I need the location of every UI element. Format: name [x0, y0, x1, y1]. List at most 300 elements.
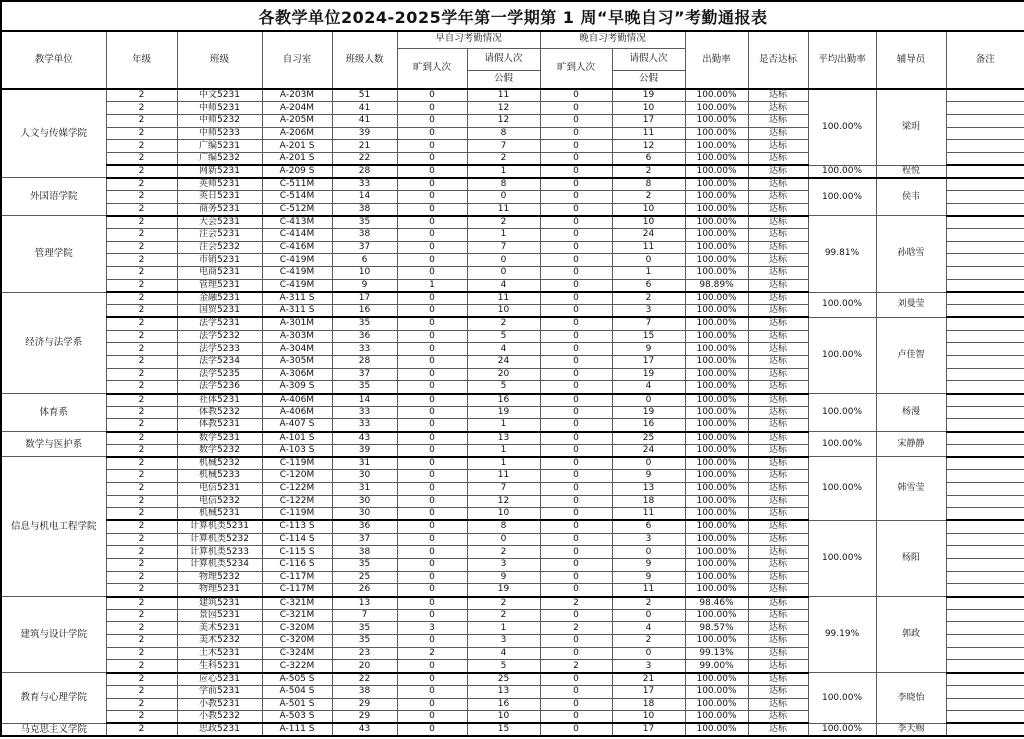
remark-cell	[946, 241, 1024, 254]
room-cell: A-304M	[262, 343, 332, 356]
remark-cell	[946, 267, 1024, 280]
header-row-groups	[1, 31, 1024, 48]
table-row	[1, 597, 1024, 610]
class-cell: 机械5231	[177, 508, 262, 521]
counselor-cell: 杨阳	[876, 520, 946, 596]
room-cell: C-116 S	[262, 558, 332, 571]
class-cell: 电信5231	[177, 482, 262, 495]
morning-absent-cell: 0	[397, 152, 467, 165]
col-header-unit: 教学单位	[1, 31, 106, 89]
evening-absent-cell: 0	[540, 723, 612, 736]
standard-cell: 达标	[748, 241, 808, 254]
remark-cell	[946, 432, 1024, 445]
room-cell: A-111 S	[262, 723, 332, 736]
grade-cell: 2	[106, 520, 177, 533]
grade-cell: 2	[106, 533, 177, 546]
class-cell: 英日5231	[177, 191, 262, 204]
grade-cell: 2	[106, 394, 177, 407]
rate-cell: 100.00%	[685, 343, 748, 356]
remark-cell	[946, 140, 1024, 153]
grade-cell: 2	[106, 254, 177, 267]
rate-cell: 100.00%	[685, 102, 748, 115]
room-cell: C-113 S	[262, 520, 332, 533]
grade-cell: 2	[106, 368, 177, 381]
morning-leave-cell: 5	[467, 381, 540, 394]
room-cell: A-201 S	[262, 140, 332, 153]
grade-cell: 2	[106, 191, 177, 204]
class-cell: 计算机类5234	[177, 558, 262, 571]
morning-absent-cell: 0	[397, 419, 467, 432]
size-cell: 21	[332, 140, 397, 153]
remark-cell	[946, 178, 1024, 191]
evening-leave-cell: 19	[612, 89, 685, 102]
standard-cell: 达标	[748, 647, 808, 660]
class-cell: 法学5234	[177, 355, 262, 368]
remark-cell	[946, 635, 1024, 648]
morning-leave-cell: 4	[467, 647, 540, 660]
evening-absent-cell: 0	[540, 229, 612, 242]
remark-cell	[946, 457, 1024, 470]
morning-leave-cell: 11	[467, 292, 540, 305]
size-cell: 33	[332, 406, 397, 419]
table-row	[1, 394, 1024, 407]
rate-cell: 100.00%	[685, 432, 748, 445]
grade-cell: 2	[106, 406, 177, 419]
evening-absent-cell: 0	[540, 673, 612, 686]
rate-cell: 100.00%	[685, 698, 748, 711]
remark-cell	[946, 191, 1024, 204]
grade-cell: 2	[106, 444, 177, 457]
col-header-grade: 年级	[106, 31, 177, 89]
room-cell: C-321M	[262, 609, 332, 622]
class-cell: 电商5231	[177, 267, 262, 280]
evening-leave-cell: 0	[612, 647, 685, 660]
remark-cell	[946, 165, 1024, 178]
remark-cell	[946, 597, 1024, 610]
grade-cell: 2	[106, 622, 177, 635]
evening-absent-cell: 0	[540, 444, 612, 457]
evening-leave-cell: 3	[612, 533, 685, 546]
size-cell: 26	[332, 584, 397, 597]
standard-cell: 达标	[748, 533, 808, 546]
morning-absent-cell: 0	[397, 457, 467, 470]
standard-cell: 达标	[748, 355, 808, 368]
room-cell: C-119M	[262, 457, 332, 470]
room-cell: A-201 S	[262, 152, 332, 165]
grade-cell: 2	[106, 229, 177, 242]
size-cell: 13	[332, 597, 397, 610]
grade-cell: 2	[106, 152, 177, 165]
class-cell: 中师5231	[177, 102, 262, 115]
grade-cell: 2	[106, 495, 177, 508]
size-cell: 28	[332, 355, 397, 368]
evening-absent-cell: 0	[540, 317, 612, 330]
evening-absent-cell: 0	[540, 292, 612, 305]
standard-cell: 达标	[748, 178, 808, 191]
standard-cell: 达标	[748, 368, 808, 381]
remark-cell	[946, 368, 1024, 381]
evening-leave-cell: 0	[612, 609, 685, 622]
remark-cell	[946, 711, 1024, 724]
grade-cell: 2	[106, 114, 177, 127]
rate-cell: 100.00%	[685, 558, 748, 571]
room-cell: A-406M	[262, 394, 332, 407]
morning-absent-cell: 0	[397, 165, 467, 178]
morning-leave-cell: 24	[467, 355, 540, 368]
size-cell: 22	[332, 673, 397, 686]
table-row	[1, 89, 1024, 102]
room-cell: C-419M	[262, 279, 332, 292]
class-cell: 注会5232	[177, 241, 262, 254]
room-cell: C-117M	[262, 571, 332, 584]
grade-cell: 2	[106, 381, 177, 394]
room-cell: C-414M	[262, 229, 332, 242]
room-cell: C-322M	[262, 660, 332, 673]
room-cell: A-205M	[262, 114, 332, 127]
class-cell: 物理5232	[177, 571, 262, 584]
size-cell: 31	[332, 482, 397, 495]
evening-leave-cell: 16	[612, 419, 685, 432]
evening-leave-cell: 0	[612, 546, 685, 559]
rate-cell: 98.57%	[685, 622, 748, 635]
morning-leave-cell: 2	[467, 597, 540, 610]
grade-cell: 2	[106, 241, 177, 254]
room-cell: C-324M	[262, 647, 332, 660]
remark-cell	[946, 533, 1024, 546]
class-cell: 法学5236	[177, 381, 262, 394]
evening-leave-cell: 2	[612, 597, 685, 610]
morning-absent-cell: 0	[397, 495, 467, 508]
standard-cell: 达标	[748, 673, 808, 686]
rate-cell: 100.00%	[685, 330, 748, 343]
grade-cell: 2	[106, 330, 177, 343]
counselor-cell: 宋静静	[876, 432, 946, 457]
morning-absent-cell: 0	[397, 343, 467, 356]
rate-cell: 100.00%	[685, 571, 748, 584]
size-cell: 37	[332, 241, 397, 254]
morning-leave-cell: 10	[467, 508, 540, 521]
rate-cell: 100.00%	[685, 368, 748, 381]
avg-rate-cell: 100.00%	[808, 165, 876, 178]
morning-absent-cell: 0	[397, 254, 467, 267]
class-cell: 思政5231	[177, 723, 262, 736]
title-row	[1, 1, 1024, 31]
morning-leave-cell: 1	[467, 444, 540, 457]
standard-cell: 达标	[748, 609, 808, 622]
grade-cell: 2	[106, 571, 177, 584]
class-cell: 计算机类5231	[177, 520, 262, 533]
class-cell: 小教5232	[177, 711, 262, 724]
evening-leave-cell: 17	[612, 355, 685, 368]
col-header-class: 班级	[177, 31, 262, 89]
rate-cell: 100.00%	[685, 317, 748, 330]
remark-cell	[946, 546, 1024, 559]
remark-cell	[946, 229, 1024, 242]
grade-cell: 2	[106, 597, 177, 610]
evening-leave-cell: 9	[612, 558, 685, 571]
morning-absent-cell: 0	[397, 127, 467, 140]
grade-cell: 2	[106, 165, 177, 178]
evening-absent-cell: 0	[540, 191, 612, 204]
evening-absent-cell: 0	[540, 457, 612, 470]
room-cell: C-514M	[262, 191, 332, 204]
class-cell: 美术5231	[177, 622, 262, 635]
rate-cell: 100.00%	[685, 394, 748, 407]
morning-absent-cell: 0	[397, 482, 467, 495]
evening-absent-cell: 0	[540, 698, 612, 711]
table-row	[1, 520, 1024, 533]
size-cell: 35	[332, 216, 397, 229]
size-cell: 37	[332, 368, 397, 381]
grade-cell: 2	[106, 279, 177, 292]
grade-cell: 2	[106, 317, 177, 330]
size-cell: 14	[332, 191, 397, 204]
morning-absent-cell: 0	[397, 305, 467, 318]
size-cell: 36	[332, 520, 397, 533]
standard-cell: 达标	[748, 343, 808, 356]
rate-cell: 100.00%	[685, 508, 748, 521]
standard-cell: 达标	[748, 685, 808, 698]
size-cell: 30	[332, 495, 397, 508]
size-cell: 36	[332, 330, 397, 343]
class-cell: 计算机类5233	[177, 546, 262, 559]
remark-cell	[946, 660, 1024, 673]
size-cell: 35	[332, 622, 397, 635]
evening-absent-cell: 0	[540, 114, 612, 127]
page-title: 各教学单位2024-2025学年第一学期第 1 周“早晚自习”考勤通报表	[1, 1, 1024, 31]
evening-leave-cell: 3	[612, 305, 685, 318]
remark-cell	[946, 609, 1024, 622]
morning-absent-cell: 0	[397, 660, 467, 673]
morning-leave-cell: 2	[467, 216, 540, 229]
morning-absent-cell: 0	[397, 673, 467, 686]
remark-cell	[946, 571, 1024, 584]
size-cell: 10	[332, 267, 397, 280]
morning-leave-cell: 19	[467, 406, 540, 419]
col-header-avg-rate: 平均出勤率	[808, 31, 876, 89]
table-body	[1, 89, 1024, 736]
class-cell: 机械5232	[177, 457, 262, 470]
rate-cell: 100.00%	[685, 152, 748, 165]
rate-cell: 100.00%	[685, 609, 748, 622]
grade-cell: 2	[106, 292, 177, 305]
evening-absent-cell: 0	[540, 241, 612, 254]
size-cell: 38	[332, 229, 397, 242]
evening-leave-cell: 0	[612, 457, 685, 470]
rate-cell: 100.00%	[685, 241, 748, 254]
morning-absent-cell: 0	[397, 267, 467, 280]
remark-cell	[946, 558, 1024, 571]
evening-absent-cell: 0	[540, 267, 612, 280]
rate-cell: 100.00%	[685, 723, 748, 736]
size-cell: 33	[332, 343, 397, 356]
morning-leave-cell: 20	[467, 368, 540, 381]
evening-absent-cell: 0	[540, 127, 612, 140]
class-cell: 体教5232	[177, 406, 262, 419]
morning-leave-cell: 13	[467, 685, 540, 698]
class-cell: 体教5231	[177, 419, 262, 432]
grade-cell: 2	[106, 647, 177, 660]
class-cell: 广编5231	[177, 140, 262, 153]
col-header-remark: 备注	[946, 31, 1024, 89]
table-row	[1, 317, 1024, 330]
morning-absent-cell: 0	[397, 470, 467, 483]
size-cell: 7	[332, 609, 397, 622]
room-cell: A-209 S	[262, 165, 332, 178]
evening-leave-cell: 17	[612, 114, 685, 127]
room-cell: A-311 S	[262, 305, 332, 318]
morning-absent-cell: 0	[397, 723, 467, 736]
morning-leave-cell: 3	[467, 558, 540, 571]
size-cell: 14	[332, 394, 397, 407]
evening-leave-cell: 10	[612, 203, 685, 216]
morning-leave-cell: 7	[467, 241, 540, 254]
rate-cell: 100.00%	[685, 267, 748, 280]
unit-cell: 教育与心理学院	[1, 673, 106, 724]
evening-leave-cell: 6	[612, 152, 685, 165]
morning-absent-cell: 0	[397, 140, 467, 153]
remark-cell	[946, 114, 1024, 127]
remark-cell	[946, 495, 1024, 508]
counselor-cell: 李天赐	[876, 723, 946, 736]
class-cell: 生科5231	[177, 660, 262, 673]
standard-cell: 达标	[748, 419, 808, 432]
evening-leave-cell: 9	[612, 470, 685, 483]
size-cell: 39	[332, 127, 397, 140]
class-cell: 大会5231	[177, 216, 262, 229]
class-cell: 广编5232	[177, 152, 262, 165]
table-row	[1, 432, 1024, 445]
standard-cell: 达标	[748, 597, 808, 610]
standard-cell: 达标	[748, 330, 808, 343]
evening-leave-cell: 12	[612, 140, 685, 153]
evening-leave-cell: 18	[612, 495, 685, 508]
standard-cell: 达标	[748, 571, 808, 584]
evening-absent-cell: 0	[540, 368, 612, 381]
rate-cell: 100.00%	[685, 533, 748, 546]
morning-leave-cell: 5	[467, 330, 540, 343]
remark-cell	[946, 622, 1024, 635]
standard-cell: 达标	[748, 495, 808, 508]
class-cell: 中师5232	[177, 114, 262, 127]
remark-cell	[946, 482, 1024, 495]
room-cell: A-503 S	[262, 711, 332, 724]
morning-absent-cell: 0	[397, 571, 467, 584]
unit-cell: 建筑与设计学院	[1, 597, 106, 673]
evening-leave-cell: 24	[612, 229, 685, 242]
evening-leave-cell: 11	[612, 127, 685, 140]
rate-cell: 100.00%	[685, 229, 748, 242]
room-cell: C-120M	[262, 470, 332, 483]
morning-leave-cell: 11	[467, 89, 540, 102]
standard-cell: 达标	[748, 546, 808, 559]
morning-leave-cell: 15	[467, 723, 540, 736]
evening-absent-cell: 0	[540, 546, 612, 559]
avg-rate-cell: 100.00%	[808, 673, 876, 724]
size-cell: 33	[332, 178, 397, 191]
standard-cell: 达标	[748, 305, 808, 318]
morning-leave-cell: 19	[467, 584, 540, 597]
size-cell: 38	[332, 203, 397, 216]
class-cell: 商务5231	[177, 203, 262, 216]
morning-absent-cell: 0	[397, 609, 467, 622]
standard-cell: 达标	[748, 444, 808, 457]
rate-cell: 100.00%	[685, 191, 748, 204]
rate-cell: 100.00%	[685, 546, 748, 559]
grade-cell: 2	[106, 178, 177, 191]
avg-rate-cell: 100.00%	[808, 432, 876, 457]
table-row	[1, 178, 1024, 191]
evening-absent-cell: 0	[540, 165, 612, 178]
class-cell: 数学5232	[177, 444, 262, 457]
remark-cell	[946, 355, 1024, 368]
counselor-cell: 孙晗雪	[876, 216, 946, 292]
counselor-cell: 卢佳智	[876, 317, 946, 393]
evening-leave-cell: 11	[612, 241, 685, 254]
grade-cell: 2	[106, 698, 177, 711]
col-header-evening-group: 晚自习考勤情况	[540, 31, 685, 48]
standard-cell: 达标	[748, 432, 808, 445]
remark-cell	[946, 584, 1024, 597]
table-row	[1, 292, 1024, 305]
morning-leave-cell: 8	[467, 520, 540, 533]
room-cell: C-320M	[262, 635, 332, 648]
standard-cell: 达标	[748, 520, 808, 533]
room-cell: C-122M	[262, 495, 332, 508]
class-cell: 物理5231	[177, 584, 262, 597]
rate-cell: 100.00%	[685, 114, 748, 127]
evening-leave-cell: 25	[612, 432, 685, 445]
evening-leave-cell: 24	[612, 444, 685, 457]
rate-cell: 99.00%	[685, 660, 748, 673]
evening-leave-cell: 0	[612, 394, 685, 407]
unit-cell: 人文与传媒学院	[1, 89, 106, 178]
rate-cell: 100.00%	[685, 495, 748, 508]
evening-absent-cell: 0	[540, 635, 612, 648]
morning-absent-cell: 0	[397, 368, 467, 381]
evening-leave-cell: 21	[612, 673, 685, 686]
remark-cell	[946, 152, 1024, 165]
size-cell: 30	[332, 508, 397, 521]
class-cell: 小教5231	[177, 698, 262, 711]
room-cell: C-511M	[262, 178, 332, 191]
rate-cell: 98.46%	[685, 597, 748, 610]
standard-cell: 达标	[748, 406, 808, 419]
class-cell: 金融5231	[177, 292, 262, 305]
morning-absent-cell: 0	[397, 546, 467, 559]
room-cell: C-119M	[262, 508, 332, 521]
class-cell: 法学5233	[177, 343, 262, 356]
size-cell: 29	[332, 711, 397, 724]
col-header-rate: 出勤率	[685, 31, 748, 89]
room-cell: A-101 S	[262, 432, 332, 445]
morning-absent-cell: 0	[397, 394, 467, 407]
room-cell: A-407 S	[262, 419, 332, 432]
standard-cell: 达标	[748, 723, 808, 736]
size-cell: 16	[332, 305, 397, 318]
evening-absent-cell: 0	[540, 558, 612, 571]
table-row	[1, 216, 1024, 229]
rate-cell: 100.00%	[685, 254, 748, 267]
col-header-morning-group: 早自习考勤情况	[397, 31, 540, 48]
size-cell: 43	[332, 723, 397, 736]
remark-cell	[946, 508, 1024, 521]
morning-absent-cell: 0	[397, 432, 467, 445]
size-cell: 35	[332, 381, 397, 394]
morning-leave-cell: 2	[467, 546, 540, 559]
morning-leave-cell: 25	[467, 673, 540, 686]
room-cell: C-321M	[262, 597, 332, 610]
